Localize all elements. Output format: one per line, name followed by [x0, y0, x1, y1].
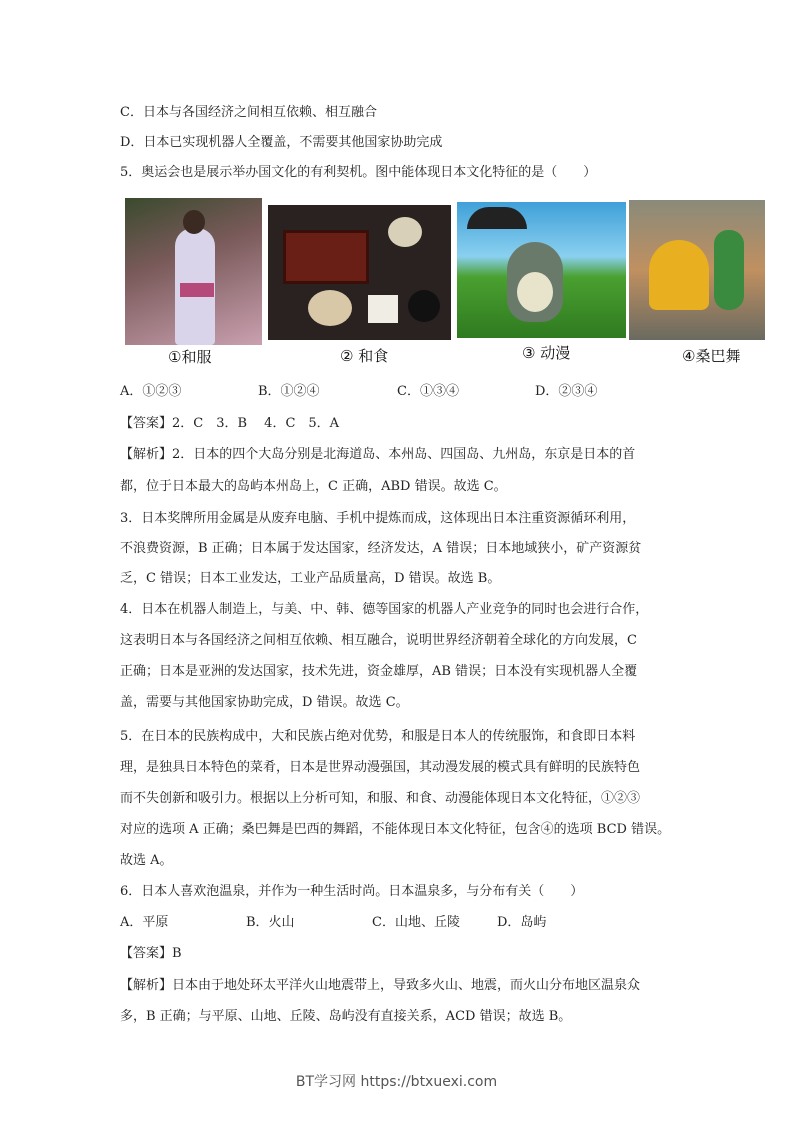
- analysis-line: 都，位于日本最大的岛屿本州岛上，C 正确，ABD 错误。故选 C。: [120, 479, 507, 494]
- answer-2-5: 【答案】2．C 3．B 4．C 5．A: [120, 416, 340, 431]
- q6-option-a: A．平原: [120, 915, 169, 930]
- analysis-line: 5．在日本的民族构成中，大和民族占绝对优势，和服是日本人的传统服饰，和食即日本料: [120, 729, 636, 744]
- analysis-line: 理，是独具日本特色的菜肴，日本是世界动漫强国，其动漫发展的模式具有鲜明的民族特色: [120, 760, 641, 775]
- samba-image: [629, 200, 765, 340]
- analysis-line: 而不失创新和吸引力。根据以上分析可知，和服、和食、动漫能体现日本文化特征，①②③: [120, 791, 641, 806]
- q5-stem: 5．奥运会也是展示举办国文化的有利契机。图中能体现日本文化特征的是（ ）: [120, 165, 597, 180]
- analysis-line: 4．日本在机器人制造上，与美、中、韩、德等国家的机器人产业竞争的同时也会进行合作，: [120, 602, 649, 617]
- caption-samba: ④桑巴舞: [682, 347, 741, 365]
- analysis-line: 故选 A。: [120, 853, 173, 868]
- analysis-line: 正确；日本是亚洲的发达国家，技术先进，资金雄厚，AB 错误；日本没有实现机器人全覆: [120, 664, 638, 679]
- q5-option-c: C．①③④: [397, 384, 459, 399]
- analysis-line: 对应的选项 A 正确；桑巴舞是巴西的舞蹈，不能体现日本文化特征，包含④的选项 BCD 错误。: [120, 822, 671, 837]
- analysis-line: 【解析】2．日本的四个大岛分别是北海道岛、本州岛、四国岛、九州岛，东京是日本的首: [120, 447, 636, 462]
- q4-option-d: D．日本已实现机器人全覆盖，不需要其他国家协助完成: [120, 135, 443, 150]
- q6-option-b: B．火山: [246, 915, 295, 930]
- footer-watermark: BT学习网 https://btxuexi.com: [295, 1074, 498, 1090]
- analysis-line: 这表明日本与各国经济之间相互依赖、相互融合，说明世界经济朝着全球化的方向发展，C: [120, 633, 637, 648]
- q6-option-c: C．山地、丘陵: [372, 915, 460, 930]
- q6-stem: 6．日本人喜欢泡温泉，并作为一种生活时尚。日本温泉多，与分布有关（ ）: [120, 884, 584, 899]
- q4-option-c: C．日本与各国经济之间相互依赖、相互融合: [120, 105, 377, 120]
- q6-answer: 【答案】B: [120, 946, 182, 961]
- q5-option-d: D．②③④: [535, 384, 598, 399]
- caption-kimono: ①和服: [168, 348, 212, 366]
- analysis-line: 乏，C 错误；日本工业发达，工业产品质量高，D 错误。故选 B。: [120, 571, 501, 586]
- analysis-line: 不浪费资源，B 正确；日本属于发达国家，经济发达，A 错误；日本地域狭小，矿产资源贫: [120, 541, 642, 556]
- caption-washoku: ② 和食: [340, 347, 389, 365]
- analysis-line: 3．日本奖牌所用金属是从废弃电脑、手机中提炼而成，这体现出日本注重资源循环利用，: [120, 511, 636, 526]
- washoku-image: [268, 205, 451, 340]
- q6-analysis-line: 多，B 正确；与平原、山地、丘陵、岛屿没有直接关系，ACD 错误；故选 B。: [120, 1009, 572, 1024]
- q5-option-a: A．①②③: [120, 384, 182, 399]
- anime-image: [457, 202, 626, 338]
- q6-analysis-line: 【解析】日本由于地处环太平洋火山地震带上，导致多火山、地震，而火山分布地区温泉众: [120, 978, 641, 993]
- kimono-image: [125, 198, 262, 345]
- analysis-line: 盖，需要与其他国家协助完成，D 错误。故选 C。: [120, 695, 409, 710]
- q5-option-b: B．①②④: [258, 384, 320, 399]
- q6-option-d: D．岛屿: [497, 915, 547, 930]
- caption-anime: ③ 动漫: [522, 344, 571, 362]
